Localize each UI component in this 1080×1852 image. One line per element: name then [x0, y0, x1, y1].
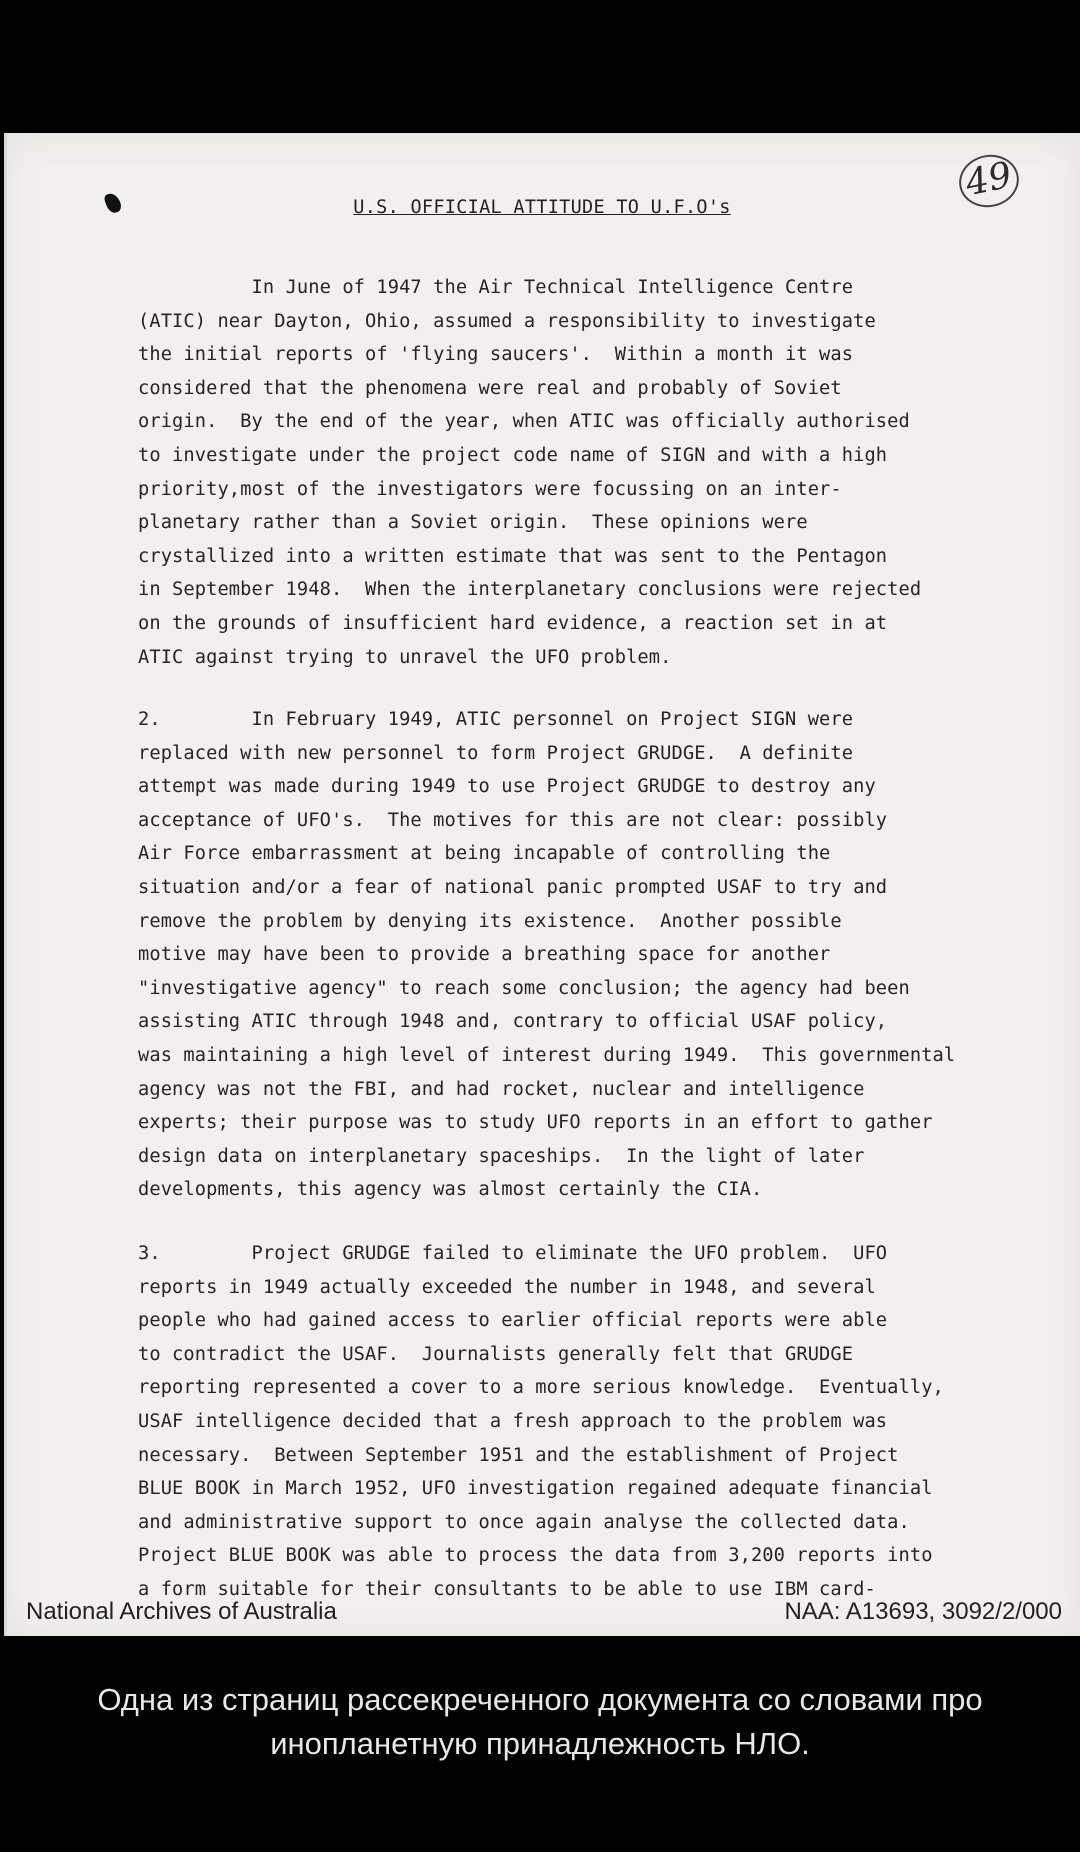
document-title: U.S. OFFICIAL ATTITUDE TO U.F.O's [353, 197, 731, 218]
archive-footer [4, 1596, 1080, 1636]
archive-reference: NAA: A13693, 3092/2/000 [784, 1598, 1062, 1625]
document-image[interactable] [4, 133, 1080, 1636]
archive-name: National Archives of Australia [26, 1598, 337, 1625]
image-caption: Одна из страниц рассекреченного документа со словами про инопланетную принадлежность НЛО. [97, 1682, 983, 1761]
paragraph-1: In June of 1947 the Air Technical Intelligence Centre (ATIC) near Dayton, Ohio, assumed a responsibility to investigate the initial reports of 'flying saucers'. Within a month it was considered that the phenomena were real and probably of Soviet origin. By the end of the year, when ATIC was officially authorised to investigate under the project code name of SIGN and with a high priority,most of the investigators were focussing on an inter- planetary rather than a Soviet origin. These opinions were crystallized into a written estimate that was sent to the Pentagon in September 1948. When the interplanetary conclusions were rejected on the grounds of insufficient hard evidence, a reaction set in at ATIC against trying to unravel the UFO problem. [138, 277, 922, 668]
paragraph-2: 2. In February 1949, ATIC personnel on Project SIGN were replaced with new personnel to form Project GRUDGE. A definite attempt was made during 1949 to use Project GRUDGE to destroy any acceptance of UFO's. The motives for this are not clear: possibly Air Force embarrassment at being incapable of controlling the situation and/or a fear of national panic prompted USAF to try and remove the problem by denying its existence. Another possible motive may have been to provide a breathing space for another "investigative agency" to reach some conclusion; the agency had been assisting ATIC through 1948 and, contrary to official USAF policy, was maintaining a high level of interest during 1949. This governmental agency was not the FBI, and had rocket, nuclear and intelligence experts; their purpose was to study UFO reports in an effort to gather design data on interplanetary spaceships. In the light of later developments, this agency was almost certainly the CIA. [138, 709, 956, 1201]
page-edge [4, 133, 7, 1636]
paragraph-3: 3. Project GRUDGE failed to eliminate the UFO problem. UFO reports in 1949 actually exceeded the number in 1948, and several people who had gained access to earlier official reports were able to contradict the USAF. Journalists generally felt that GRUDGE reporting represented a cover to a more serious knowledge. Eventually, USAF intelligence decided that a fresh approach to the problem was necessary. Between September 1951 and the establishment of Project BLUE BOOK in March 1952, UFO investigation regained adequate financial and administrative support to once again analyse the collected data. Project BLUE BOOK was able to process the data from 3,200 reports into a form suitable for their consultants to be able to use IBM card- [138, 1243, 944, 1600]
page-number-stamp: 49 [954, 149, 1024, 212]
